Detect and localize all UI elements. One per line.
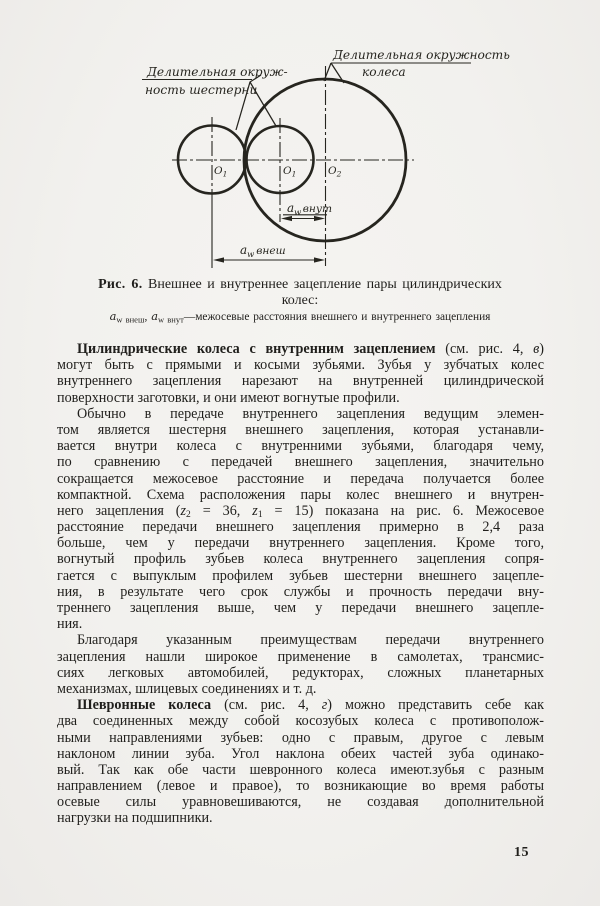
figure-caption-line2: колес: (281, 292, 319, 308)
paragraph (57, 632, 544, 697)
inner-dim-arrow-left (281, 216, 292, 221)
text-segment: треннего зацепления выше, чем у передачи внешнего зацепле- (57, 600, 544, 616)
text-line (57, 649, 544, 665)
wheel-label-line1: Делительная окружность (333, 48, 510, 62)
text-segment: том является шестерня внешнего зацепления, которая устанавли- (57, 421, 544, 438)
outer-dim-arrow-left (213, 257, 224, 262)
text-segment: расстояние передачи внешнего зацепления примерно в 2,4 раза (57, 519, 544, 536)
text-segment: a (151, 309, 159, 323)
text-line (57, 422, 544, 438)
text-segment: механизмах, шлицевых соединениях и т. д. (57, 680, 317, 697)
text-line (57, 519, 544, 535)
text-segment: в (533, 341, 540, 357)
center-o1-internal: O1 (283, 165, 297, 179)
text-segment: (см. рис. 4, (211, 697, 322, 714)
text-segment: нагрузки на подшипники. (57, 810, 213, 827)
text-segment: ) можно представить себе как (327, 697, 544, 714)
text-segment: w внут (158, 314, 184, 325)
text-segment: внутреннего зацепления нарезают на внутренней цилиндрической (57, 373, 544, 390)
outer-dim-arrow-right (314, 257, 325, 262)
figure-caption-line1 (0, 277, 600, 293)
text-line (57, 681, 544, 697)
text-segment: (см. рис. 4, (435, 341, 534, 357)
text-line (57, 406, 544, 422)
text-segment: 1 (257, 509, 263, 520)
text-segment: гается с выпуклым профилем зубьев шестерни внешнего зацепле- (57, 567, 544, 584)
outer-dim-label: aw внеш (240, 243, 286, 259)
text-line (57, 454, 544, 470)
text-line (57, 471, 544, 487)
inner-dim-arrow-right (314, 216, 325, 221)
text-segment: два соединенных между собой косозубых колеса с противополож- (57, 713, 544, 730)
text-line (57, 730, 544, 746)
text-line (57, 535, 544, 551)
text-segment: a (109, 309, 117, 323)
text-segment: г (321, 697, 328, 714)
text-segment: Цилиндрические колеса с внутренним зацеплением (77, 341, 436, 357)
text-segment: поверхности заготовки, и они имеют вогнутые профили. (57, 389, 400, 406)
figure-number: Рис. 6. (98, 277, 143, 292)
text-segment: = 15) показана на рис. 6. Межосевое (262, 502, 544, 519)
text-segment: Благодаря указанным преимуществам передачи внутреннего (77, 632, 544, 649)
text-line (57, 778, 544, 794)
text-line (57, 600, 544, 616)
body-text (57, 341, 544, 827)
text-line (57, 438, 544, 454)
pinion-label-line2: ность шестерни (145, 83, 258, 97)
text-segment: ) (539, 341, 544, 357)
text-line (57, 341, 544, 357)
text-segment: w внеш (116, 314, 145, 325)
text-segment: —межосевые расстояния внешнего и внутреннего зацепления (183, 311, 491, 323)
text-segment: ния, в результате чего срок службы и прочность передачи вну- (57, 583, 544, 600)
text-segment: вается внутри колеса с внутренними зубьями, благодаря чему, (57, 438, 544, 455)
center-o2-wheel: O2 (328, 165, 342, 179)
text-line (57, 357, 544, 373)
wheel-label-line2: колеса (362, 65, 406, 79)
text-segment: z (252, 502, 258, 519)
paragraph (57, 406, 544, 633)
text-line (57, 568, 544, 584)
text-line (57, 762, 544, 778)
text-segment: ния. (57, 616, 83, 633)
text-line (57, 616, 544, 632)
text-line (57, 551, 544, 567)
text-segment: по сравнению с передачей внешнего зацепления, значительно (57, 454, 544, 471)
center-o1-external: O1 (214, 165, 228, 179)
text-segment: больше, чем у передачи внутреннего зацепления. Кроме того, (57, 535, 544, 552)
text-segment: z (180, 502, 187, 519)
text-segment: вогнутый профиль зубьев колеса внутреннего зацепления сопря- (57, 551, 544, 568)
text-segment: Шевронные колеса (77, 697, 212, 714)
text-segment: него зацепления ( (57, 502, 181, 519)
page-number: 15 (514, 845, 529, 860)
inner-dim-label: aw внут (287, 201, 333, 217)
text-segment: осевые силы уравновешиваются, не создавая дополнительной (57, 794, 544, 811)
text-line (57, 584, 544, 600)
text-segment: сокращается межосевое расстояние и передача получается более (57, 470, 544, 487)
text-line (57, 373, 544, 389)
text-segment: зацепления нашли широкое применение в самолетах, трансмис- (57, 648, 544, 665)
pinion-label-line1: Делительная окруж- (147, 65, 288, 79)
text-segment: компактной. Схема расположения пары колес внешнего и внутрен- (57, 486, 544, 503)
text-line (57, 697, 544, 713)
text-line (57, 632, 544, 648)
text-line (57, 390, 544, 406)
text-segment: ными направлениями зубьев: одно с правым, другое с левым (57, 729, 544, 746)
figure-subcaption (45, 309, 555, 325)
text-segment: наклоном линии зуба. Угол наклона обеих частей зуба одинако- (57, 745, 544, 762)
text-segment: 2 (186, 509, 191, 520)
text-segment: вый. Так как обе части шевронного колеса имеют.зубья с разным (57, 761, 544, 778)
figure-caption-text: Внешнее и внутреннее зацепление пары цилиндрических (142, 277, 502, 292)
text-line (57, 487, 544, 503)
text-line (57, 665, 544, 681)
figure-6-diagram (0, 0, 600, 275)
text-segment: могут быть с прямыми и косыми зубьями. Зубья у зубчатых колес (57, 357, 544, 374)
paragraph (57, 697, 544, 827)
text-line (57, 810, 544, 826)
text-segment: Обычно в передаче внутреннего зацепления ведущим элемен- (77, 405, 544, 422)
text-segment: , (144, 311, 152, 323)
text-line (57, 713, 544, 729)
figure-caption (0, 277, 600, 308)
text-line (57, 794, 544, 810)
text-segment: сиях легковых автомобилей, редукторах, сложных планетарных (57, 664, 544, 681)
paragraph (57, 341, 544, 406)
text-segment: = 36, (190, 502, 253, 519)
text-segment: направлением (левое и правое), то возникающие во время работы (57, 778, 544, 795)
text-line (57, 503, 544, 519)
text-line (57, 746, 544, 762)
